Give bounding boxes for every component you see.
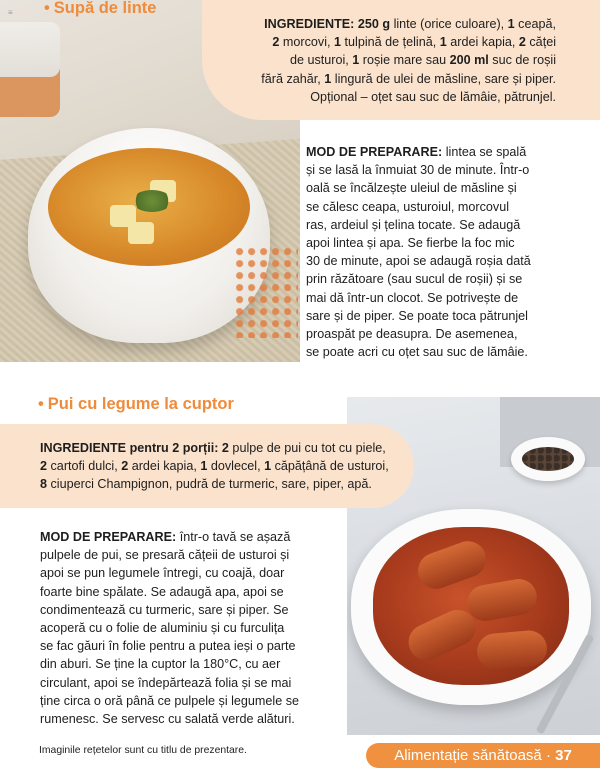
- method-line: [306, 343, 566, 361]
- text-segment: ras, ardeiul și țelina tocate. Se adaugă: [306, 217, 521, 232]
- text-segment: ține circa o oră până ce pulpele și legumele se: [40, 693, 300, 708]
- bold-text: MOD DE PREPARARE:: [40, 530, 177, 544]
- bold-text: 1: [334, 35, 342, 50]
- method-line: [306, 143, 566, 161]
- bold-text: INGREDIENTE:: [264, 17, 355, 31]
- bold-text: 8: [40, 477, 48, 492]
- text-segment: din aburi. Se ține la cuptor la 180°C, cu aer: [40, 657, 281, 672]
- recipe2-title: • Pui cu legume la cuptor: [38, 395, 234, 413]
- text-segment: pulpele de pui, se presară cățeii de usturoi și: [40, 548, 290, 563]
- text-segment: suc de roșii: [488, 53, 556, 68]
- text-segment: lingură de ulei de măsline, sare și piper.: [331, 71, 556, 86]
- text-segment: circulant, apoi se îndepărtează folia și se mai: [40, 675, 292, 690]
- method-line: [306, 216, 566, 234]
- bold-text: MOD DE PREPARARE:: [306, 145, 443, 159]
- text-segment: sare și de piper. Se poate toca pătrunjel: [306, 308, 528, 323]
- text-segment: căpățână de usturoi,: [271, 459, 389, 474]
- title-bullet: •: [44, 0, 50, 17]
- text-segment: cartofi dulci,: [47, 459, 122, 474]
- bold-text: 1: [324, 71, 332, 86]
- bold-text: 1: [264, 459, 272, 474]
- method-line: [306, 179, 566, 197]
- text-segment: apoi se pun legumele întregi, cu coajă, doar: [40, 566, 285, 581]
- method-line: [40, 619, 340, 637]
- text-segment: prin răzătoare (sau sucul de roșii) și se: [306, 272, 523, 287]
- method-line: [40, 546, 340, 564]
- bold-text: 2: [272, 35, 280, 50]
- text-segment: apoi lintea și apa. Se fierbe la foc mic: [306, 236, 515, 251]
- text-segment: acoperă cu o folie de aluminiu și cu furculița: [40, 621, 285, 636]
- text-segment: și se lasă la înmuiat 30 de minute. Într-o: [306, 163, 530, 178]
- image-disclaimer: Imaginile rețetelor sunt cu titlu de prezentare.: [39, 745, 247, 756]
- bold-text: 200 ml: [449, 53, 489, 68]
- separator: ·: [541, 747, 556, 764]
- recipe1-ingredients: [214, 15, 556, 106]
- bold-text: 1: [352, 53, 360, 68]
- text-segment: condimentează cu turmeric, sare și piper. Se: [40, 602, 289, 617]
- method-line: [40, 655, 340, 673]
- text-segment: oală se încălzește uleiul de măsline și: [306, 181, 517, 196]
- text-segment: linte (orice culoare),: [390, 17, 508, 31]
- method-line: [40, 692, 340, 710]
- section-name: Alimentație sănătoasă: [394, 747, 542, 764]
- text-segment: pulpe de pui cu tot cu piele,: [228, 441, 386, 455]
- method-line: [306, 289, 566, 307]
- ingredient-line: [40, 457, 410, 475]
- method-line: [306, 198, 566, 216]
- page-footer-badge: [366, 743, 600, 768]
- method-line: [40, 583, 340, 601]
- bold-text: 2: [518, 35, 526, 50]
- ingredient-line: [40, 475, 410, 493]
- text-segment: proaspăt pe deasupra. De asemenea,: [306, 327, 518, 342]
- text-segment: 30 de minute, apoi se adaugă roșia dată: [306, 254, 531, 269]
- text-segment: mai dă într-un clocot. Se potrivește de: [306, 290, 519, 305]
- text-segment: se fac găuri în folie pentru a putea ieși o parte: [40, 639, 296, 654]
- text-segment: roșie mare sau: [359, 53, 450, 68]
- text-segment: dovlecel,: [207, 459, 265, 474]
- method-line: [40, 637, 340, 655]
- bold-text: 2: [121, 459, 129, 474]
- method-line: [40, 564, 340, 582]
- bold-text: 1: [507, 17, 515, 31]
- bold-text: 2: [40, 459, 48, 474]
- bold-text: 2: [221, 441, 229, 455]
- method-line: [306, 270, 566, 288]
- title-bullet: •: [38, 395, 44, 413]
- recipe1-method: [306, 143, 566, 361]
- method-line: [306, 234, 566, 252]
- method-line: [40, 674, 340, 692]
- text-segment: tulpină de țelină,: [341, 35, 440, 50]
- text-segment: de usturoi,: [289, 53, 353, 68]
- text-segment: Opțional – oțet sau suc de lămâie, pătrunjel.: [310, 89, 556, 104]
- text-segment: se călesc ceapa, usturoiul, morcovul: [306, 199, 509, 214]
- text-segment: fără zahăr,: [261, 71, 325, 86]
- method-line: [40, 601, 340, 619]
- bold-text: 1: [439, 35, 447, 50]
- ingredient-line: [214, 33, 556, 51]
- ingredient-line: [214, 70, 556, 88]
- text-segment: ardei kapia,: [446, 35, 519, 50]
- text-segment: într-o tavă se așază: [176, 530, 291, 544]
- corner-mark: ≡: [8, 8, 13, 17]
- method-line: [306, 307, 566, 325]
- recipe2-ingredients: [40, 439, 410, 494]
- text-segment: ceapă,: [514, 17, 556, 31]
- recipe2-method: [40, 528, 340, 728]
- method-line: [40, 710, 340, 728]
- ingredient-line: [214, 88, 556, 106]
- ingredient-line: [40, 439, 410, 457]
- page-number: 37: [555, 747, 572, 764]
- bold-text: 250 g: [357, 17, 391, 31]
- method-line: [306, 161, 566, 179]
- text-segment: lintea se spală: [442, 145, 527, 159]
- text-segment: foarte bine spălate. Se adaugă apa, apoi se: [40, 584, 284, 599]
- ingredient-line: [214, 51, 556, 69]
- text-segment: se poate acri cu oțet sau suc de lămâie.: [306, 345, 528, 360]
- text-segment: ardei kapia,: [128, 459, 201, 474]
- bold-text: INGREDIENTE pentru 2 porții:: [40, 441, 219, 455]
- bold-text: 1: [200, 459, 208, 474]
- text-segment: morcovi,: [279, 35, 334, 50]
- text-segment: căței: [525, 35, 556, 50]
- method-line: [40, 528, 340, 546]
- text-segment: ciuperci Champignon, pudră de turmeric, sare, piper, apă.: [47, 477, 372, 492]
- ingredient-line: [214, 15, 556, 33]
- text-segment: rumenesc. Se servesc cu salată verde alături.: [40, 712, 295, 727]
- method-line: [306, 252, 566, 270]
- recipe1-title: • Supă de linte: [44, 0, 157, 17]
- method-line: [306, 325, 566, 343]
